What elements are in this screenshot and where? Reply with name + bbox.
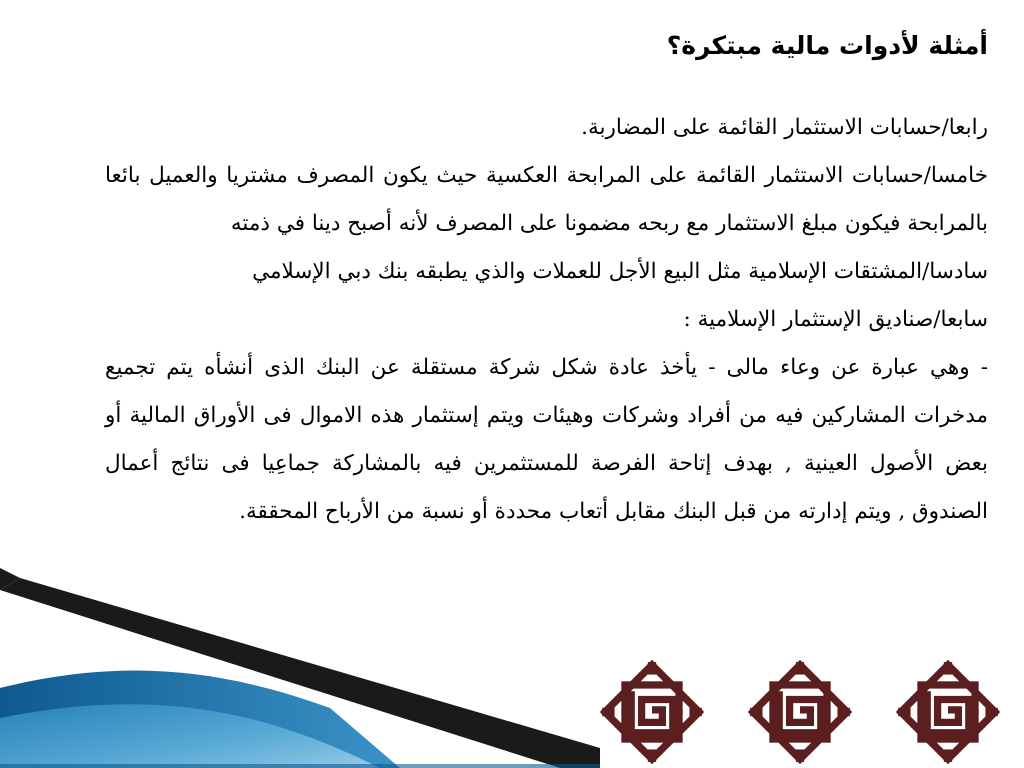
slide-body — [105, 104, 988, 536]
kufic-calligraphy-icon — [748, 660, 852, 764]
blue-swoosh-decoration — [0, 568, 600, 768]
paragraph-7-investment-funds-heading: سابعا/صناديق الإستثمار الإسلامية : — [683, 307, 988, 332]
paragraph-5-reverse-murabaha: خامسا/حسابات الاستثمار القائمة على المرابحة العكسية حيث يكون المصرف مشتريا والعميل بائعا بالمرابحة فيكون مبلغ الاستثمار مع ربحه مضمونا على المصرف لأنه أصبح دينا في ذمته — [105, 163, 988, 236]
kufic-calligraphy-icon — [896, 660, 1000, 764]
kufic-calligraphy-icon — [600, 660, 704, 764]
paragraph-4-mudaraba: رابعا/حسابات الاستثمار القائمة على المضاربة. — [581, 115, 988, 140]
slide-title: أمثلة لأدوات مالية مبتكرة؟ — [666, 31, 988, 60]
paragraph-6-islamic-derivatives: سادسا/المشتقات الإسلامية مثل البيع الأجل للعملات والذي يطبقه بنك دبي الإسلامي — [252, 259, 988, 284]
paragraph-7-investment-funds-description: - وهي عبارة عن وعاء مالى - يأخذ عادة شكل شركة مستقلة عن البنك الذى أنشأه يتم تجميع مدخرات المشاركين فيه من أفراد وشركات وهيئات ويتم إستثمار هذه الاموال فى الأوراق المالية أو بعض الأصول العينية , بهدف إتاحة الفرصة للمستثمرين فيه بالمشاركة جماعِيا فى نتائج أعمال الصندوق , ويتم إدارته من قبل البنك مقابل أتعاب محددة أو نسبة من الأرباح المحققة. — [105, 355, 988, 524]
